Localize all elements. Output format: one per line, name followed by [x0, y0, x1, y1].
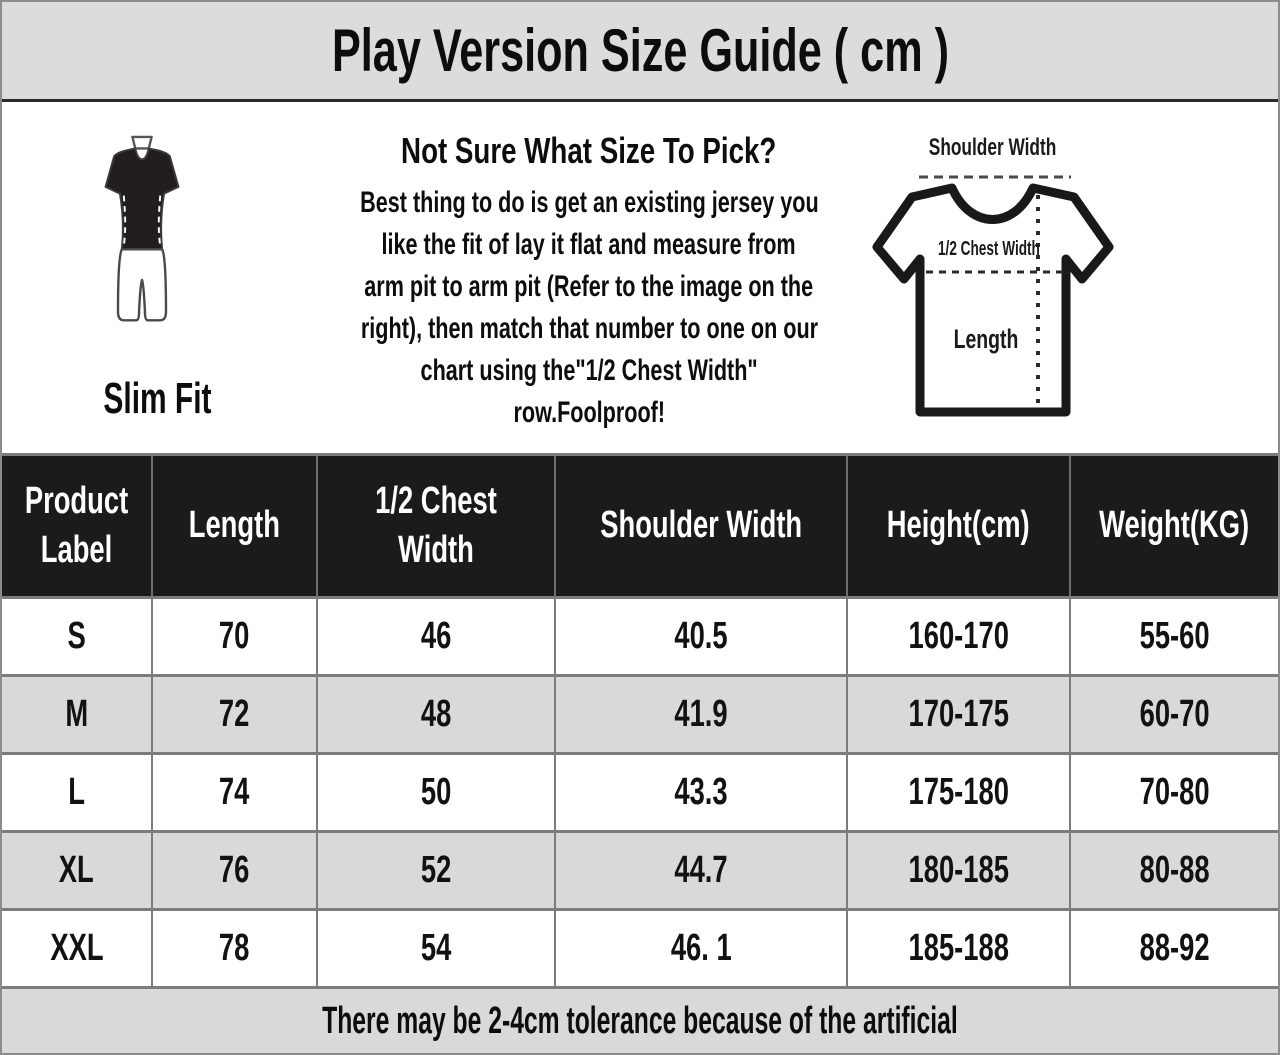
cell-size-label: M	[2, 677, 153, 752]
cell-shoulder: 46. 1	[556, 911, 848, 986]
advice-line: arm pit to arm pit (Refer to the image on the	[364, 270, 814, 303]
advice-line: row.Foolproof!	[513, 396, 665, 429]
size-table	[2, 453, 1278, 986]
header-height: Height(cm)	[848, 456, 1071, 596]
cell-half-chest: 54	[318, 911, 556, 986]
page-title: Play Version Size Guide ( cm )	[331, 17, 949, 84]
advice-line: chart using the"1/2 Chest Width"	[420, 354, 758, 387]
cell-half-chest: 48	[318, 677, 556, 752]
header-shoulder-width: Shoulder Width	[556, 456, 848, 596]
half-chest-width-diagram-label: 1/2 Chest Width	[937, 238, 1040, 260]
cell-height: 160-170	[848, 599, 1071, 674]
cell-height: 175-180	[848, 755, 1071, 830]
fit-type-label: Slim Fit	[102, 374, 212, 423]
cell-size-label: L	[2, 755, 153, 830]
tshirt-measure-diagram	[856, 102, 1278, 453]
cell-length: 72	[153, 677, 318, 752]
cell-height: 180-185	[848, 833, 1071, 908]
table-row-s	[2, 596, 1278, 674]
slim-fit-figure-icon	[94, 135, 190, 334]
cell-length: 74	[153, 755, 318, 830]
tolerance-note: There may be 2-4cm tolerance because of the artificial	[2, 986, 1278, 1053]
header-half-chest-width: 1/2 Chest Width	[318, 456, 556, 596]
cell-half-chest: 52	[318, 833, 556, 908]
cell-size-label: S	[2, 599, 153, 674]
advice-line: right), then match that number to one on our	[360, 312, 818, 345]
cell-half-chest: 46	[318, 599, 556, 674]
header-product-label: Product Label	[2, 456, 153, 596]
cell-height: 170-175	[848, 677, 1071, 752]
cell-weight: 55-60	[1139, 615, 1210, 657]
table-header-row	[2, 453, 1278, 596]
table-row-xl	[2, 830, 1278, 908]
cell-length: 78	[153, 911, 318, 986]
cell-weight: 80-88	[1139, 849, 1210, 891]
cell-weight: 88-92	[1139, 927, 1210, 969]
cell-size-label: XL	[2, 833, 153, 908]
cell-weight: 60-70	[1139, 693, 1210, 735]
cell-size-label: XXL	[2, 911, 153, 986]
table-row-m	[2, 674, 1278, 752]
header-weight: Weight(KG)	[1099, 504, 1250, 547]
cell-shoulder: 41.9	[556, 677, 848, 752]
length-diagram-label: Length	[953, 324, 1019, 354]
table-row-xxl	[2, 908, 1278, 986]
cell-length: 70	[153, 599, 318, 674]
advice-line: Best thing to do is get an existing jersey you	[359, 186, 819, 219]
cell-shoulder: 40.5	[556, 599, 848, 674]
size-advice	[254, 130, 924, 434]
advice-line: like the fit of lay it flat and measure from	[381, 228, 797, 261]
cell-shoulder: 43.3	[556, 755, 848, 830]
table-row-l	[2, 752, 1278, 830]
advice-heading: Not Sure What Size To Pick?	[401, 130, 777, 171]
cell-height: 185-188	[848, 911, 1071, 986]
header-length: Length	[153, 456, 318, 596]
shoulder-width-diagram-label: Shoulder Width	[929, 134, 1057, 161]
cell-half-chest: 50	[318, 755, 556, 830]
cell-length: 76	[153, 833, 318, 908]
title-bar	[2, 2, 1278, 102]
cell-shoulder: 44.7	[556, 833, 848, 908]
info-section	[2, 102, 1278, 453]
cell-weight: 70-80	[1139, 771, 1210, 813]
